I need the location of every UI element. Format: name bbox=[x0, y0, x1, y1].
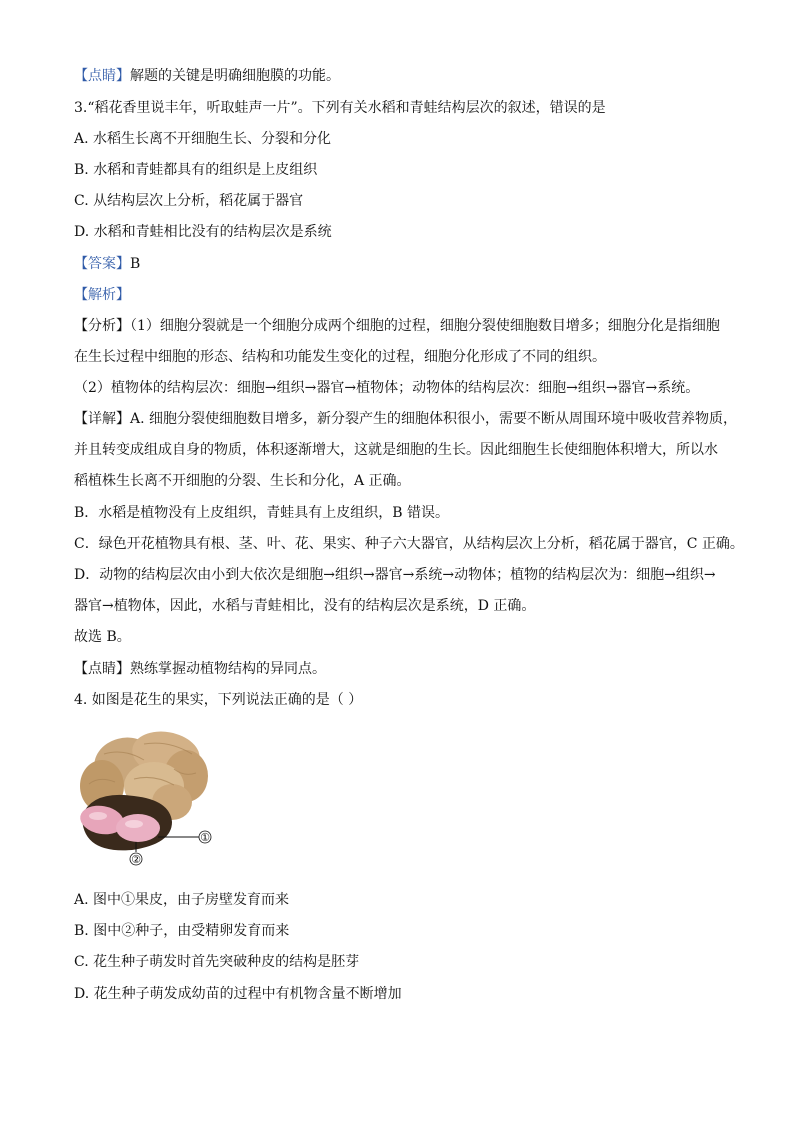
peanut-figure bbox=[74, 724, 234, 874]
detail-line-1: 【详解】A. 细胞分裂使细胞数目增多，新分裂产生的细胞体积很小，需要不断从周围环境中吸收营养物质， bbox=[74, 411, 738, 427]
q3-option-b: B. 水稻和青蛙都具有的组织是上皮组织 bbox=[74, 162, 318, 178]
label-1: ① bbox=[200, 831, 210, 844]
answer-line: 【答案】B bbox=[74, 256, 141, 272]
q3-option-c: C. 从结构层次上分析，稻花属于器官 bbox=[74, 193, 304, 209]
peanut-illustration bbox=[74, 724, 234, 874]
tip-line: 【点睛】解题的关键是明确细胞膜的功能。 bbox=[74, 68, 340, 84]
question-3-stem: 3.“稻花香里说丰年，听取蛙声一片”。下列有关水稻和青蛙结构层次的叙述，错误的是 bbox=[74, 100, 606, 116]
q4-option-b: B. 图中②种子，由受精卵发育而来 bbox=[74, 923, 290, 939]
analysis-heading: 【解析】 bbox=[74, 287, 130, 303]
tip-tag: 【点睛】 bbox=[74, 68, 130, 84]
q4-option-d: D. 花生种子萌发成幼苗的过程中有机物含量不断增加 bbox=[74, 986, 402, 1002]
detail-line-c: C．绿色开花植物具有根、茎、叶、花、果实、种子六大器官，从结构层次上分析，稻花属于器官，C 正确。 bbox=[74, 536, 744, 552]
label-2: ② bbox=[131, 853, 141, 866]
choice-line: 故选 B。 bbox=[74, 629, 131, 645]
q4-option-c: C. 花生种子萌发时首先突破种皮的结构是胚芽 bbox=[74, 954, 360, 970]
detail-line-d2: 器官→植物体，因此，水稻与青蛙相比，没有的结构层次是系统，D 正确。 bbox=[74, 598, 536, 614]
analysis-line-1: 【分析】（1）细胞分裂就是一个细胞分成两个细胞的过程，细胞分裂使细胞数目增多；细胞分化是指细胞 bbox=[74, 318, 720, 334]
detail-line-2: 并且转变成组成自身的物质，体积逐渐增大，这就是细胞的生长。因此细胞生长使细胞体积增大，所以水 bbox=[74, 442, 718, 458]
question-4-stem: 4. 如图是花生的果实，下列说法正确的是（ ） bbox=[74, 692, 363, 708]
q3-option-a: A. 水稻生长离不开细胞生长、分裂和分化 bbox=[74, 131, 332, 147]
detail-line-d1: D．动物的结构层次由小到大依次是细胞→组织→器官→系统→动物体；植物的结构层次为：细胞→组织→ bbox=[74, 567, 716, 583]
analysis-line-2: 在生长过程中细胞的形态、结构和功能发生变化的过程，细胞分化形成了不同的组织。 bbox=[74, 349, 606, 365]
detail-line-3: 稻植株生长离不开细胞的分裂、生长和分化，A 正确。 bbox=[74, 473, 411, 489]
analysis-line-3: （2）植物体的结构层次：细胞→组织→器官→植物体；动物体的结构层次：细胞→组织→器官→系统。 bbox=[74, 380, 700, 396]
q4-option-a: A. 图中①果皮，由子房壁发育而来 bbox=[74, 892, 290, 908]
answer-tag: 【答案】 bbox=[74, 256, 130, 272]
q3-option-d: D. 水稻和青蛙相比没有的结构层次是系统 bbox=[74, 224, 332, 240]
tip-line-2: 【点睛】熟练掌握动植物结构的异同点。 bbox=[74, 661, 326, 677]
detail-line-b: B．水稻是植物没有上皮组织，青蛙具有上皮组织，B 错误。 bbox=[74, 505, 450, 521]
